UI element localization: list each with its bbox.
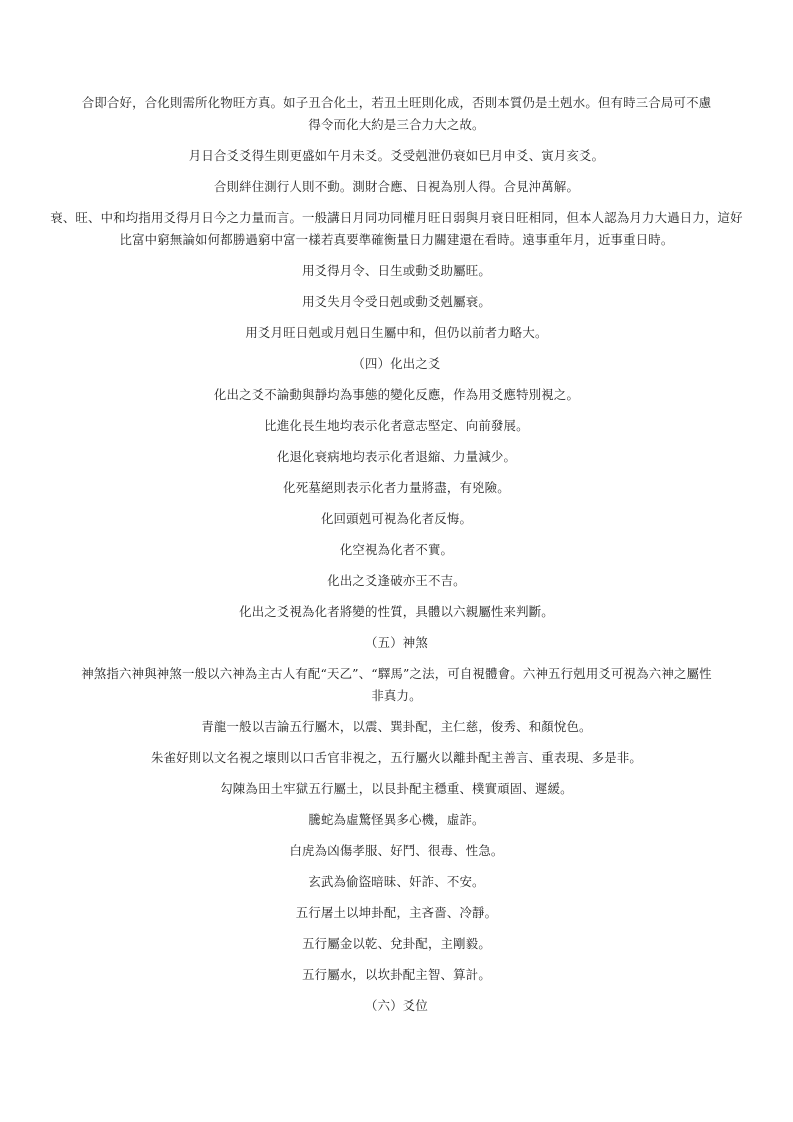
paragraph-hua-po: 化出之爻逢破亦王不吉。 xyxy=(327,573,466,588)
paragraph-zhu-que: 朱雀好則以文名視之壞則以口舌官非視之，五行屬火以離卦配主善言、重表現、多是非。 xyxy=(150,750,643,765)
paragraph-zhong-he: 用爻月旺日剋或月剋日生屬中和，但仍以前者力略大。 xyxy=(245,325,548,340)
paragraph-wang: 用爻得月令、日生或動爻助屬旺。 xyxy=(302,263,491,278)
paragraph-gou-chen: 勾陳為田土牢獄五行屬土，以艮卦配主穩重、樸實頑固、遲緩。 xyxy=(220,781,573,796)
section-heading-6: （六）爻位 xyxy=(365,998,428,1013)
section-heading-4: （四）化出之爻 xyxy=(352,356,441,371)
paragraph-teng-she: 騰蛇為虛驚怪異多心機，虛詐。 xyxy=(308,812,485,827)
paragraph-tu-kun: 五行屠土以坤卦配，主吝嗇、冷靜。 xyxy=(295,905,498,920)
paragraph-shuai-wang: 衰、旺、中和均指用爻得月日今之力量而言。一般講日月同功同權月旺日弱與月衰日旺相同，但本人認為月力大過日力，這好比富中窮無論如何都勝過窮中富一樣若真要準確衡量日力關建還在看時。遠事重年月，近事重日時。 xyxy=(50,210,743,247)
paragraph-hua-hui-tou: 化回頭剋可視為化者反悔。 xyxy=(320,511,473,526)
paragraph-shuai: 用爻失月令受日剋或動爻剋屬衰。 xyxy=(302,294,491,309)
paragraph-hua-jin: 比進化長生地均表示化者意志堅定、向前發展。 xyxy=(264,418,529,433)
paragraph-shui-kan: 五行屬水，以坎卦配主智、算計。 xyxy=(302,967,491,982)
paragraph-hua-kong: 化空視為化者不實。 xyxy=(339,542,454,557)
paragraph-he-hua: 合即合好，合化則需所化物旺方真。如子丑合化土，若丑土旺則化成，否則本質仍是土剋水。但有時三合局可不慮得令而化大約是三合力大之故。 xyxy=(81,95,712,132)
section-heading-5: （五）神煞 xyxy=(365,635,428,650)
paragraph-shen-sha: 神煞指六神與神煞一般以六神為主古人有配“天乙”、“驛馬”之法，可自視體會。六神五行剋用爻可視為六神之屬性非真力。 xyxy=(81,666,712,703)
paragraph-he-ban: 合則絆住測行人則不動。測財合應、日視為別人得。合見沖萬解。 xyxy=(213,179,580,194)
document-page xyxy=(0,92,793,1026)
paragraph-hua-chu-intro: 化出之爻不論動與靜均為事態的變化反應，作為用爻應特別視之。 xyxy=(213,387,580,402)
paragraph-hua-tui: 化退化衰病地均表示化者退縮、力量減少。 xyxy=(276,449,517,464)
paragraph-hua-si: 化死墓絕則表示化者力量將盡，有兇險。 xyxy=(283,480,510,495)
paragraph-xuan-wu: 玄武為偷盜暗昧、奸詐、不安。 xyxy=(308,874,485,889)
paragraph-yue-ri-he: 月日合爻爻得生則更盛如午月未爻。爻受剋泄仍衰如巳月申爻、寅月亥爻。 xyxy=(188,148,605,163)
paragraph-hua-xing-zhi: 化出之爻視為化者將變的性質，具體以六親屬性来判斷。 xyxy=(239,604,554,619)
paragraph-qing-long: 青龍一般以吉論五行屬木，以震、巽卦配，主仁慈，俊秀、和顏悅色。 xyxy=(201,719,592,734)
paragraph-bai-hu: 白虎為凶傷孝服、好鬥、很毒、性急。 xyxy=(289,843,504,858)
paragraph-jin-qian: 五行屬金以乾、兌卦配，主剛毅。 xyxy=(302,936,491,951)
